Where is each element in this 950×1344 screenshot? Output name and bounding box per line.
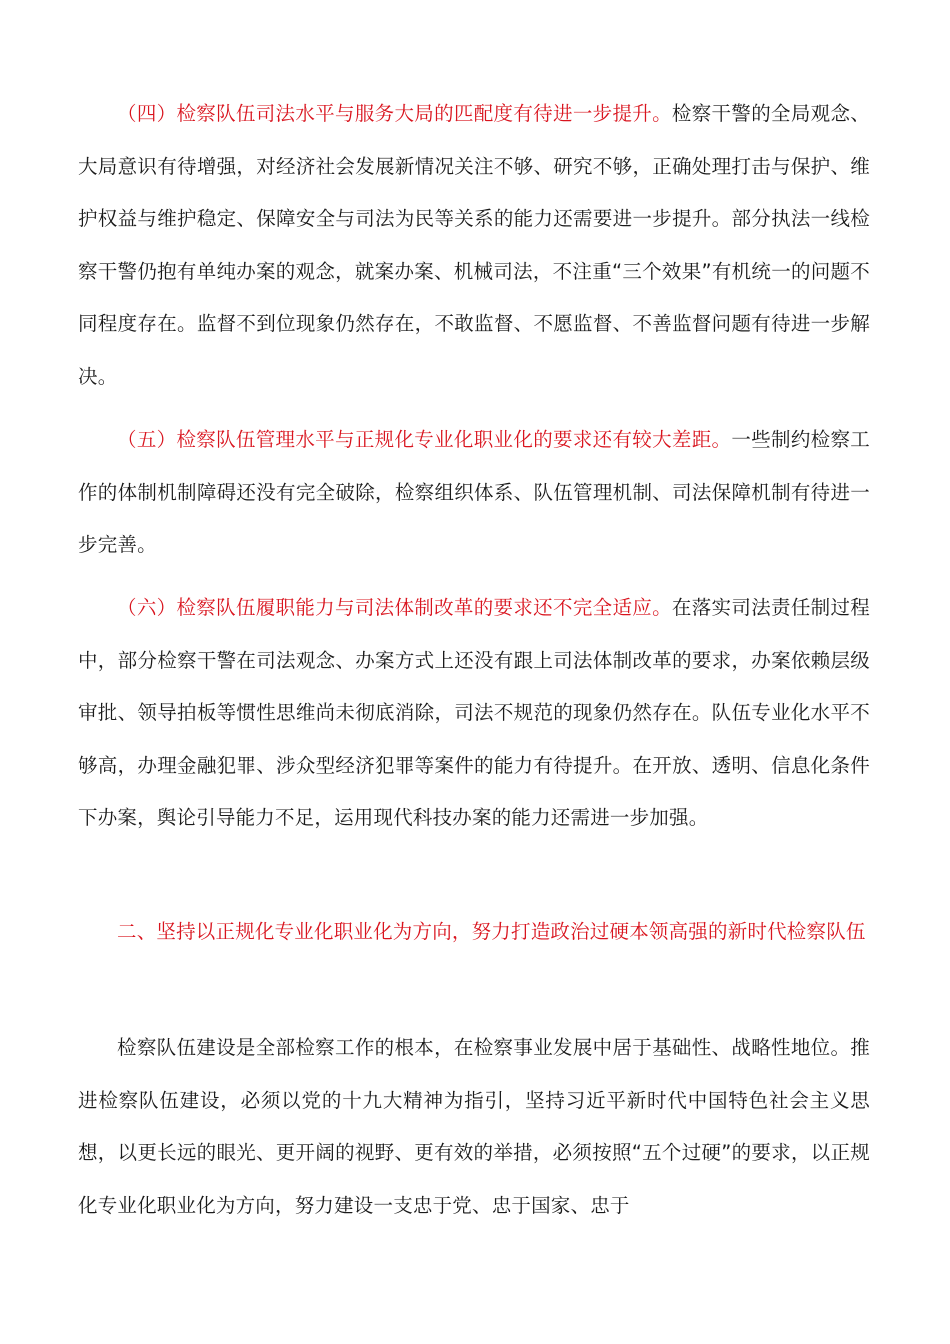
paragraph-four — [78, 88, 870, 403]
paragraph-heading: （四）检察队伍司法水平与服务大局的匹配度有待进一步提升。 — [117, 102, 672, 125]
paragraph-body: 一些制约检察工作的体制机制障碍还没有完全破除，检察组织体系、队伍管理机制、司法保障机制有待进一步完善。 — [78, 428, 871, 556]
paragraph-six — [78, 582, 870, 845]
paragraph-body: 在落实司法责任制过程中，部分检察干警在司法观念、办案方式上还没有跟上司法体制改革的要求，办案依赖层级审批、领导拍板等惯性思维尚未彻底消除，司法不规范的现象仍然存在。队伍专业化水平不够高，办理金融犯罪、涉众型经济犯罪等案件的能力有待提升。在开放、透明、信息化条件下办案，舆论引导能力不足，运用现代科技办案的能力还需进一步加强。 — [78, 596, 870, 829]
paragraph-five — [78, 414, 870, 572]
section-heading: 二、坚持以正规化专业化职业化为方向，努力打造政治过硬本领高强的新时代检察队伍 — [117, 920, 866, 943]
paragraph-heading: （五）检察队伍管理水平与正规化专业化职业化的要求还有较大差距。 — [117, 428, 732, 451]
closing-paragraph: 检察队伍建设是全部检察工作的根本，在检察事业发展中居于基础性、战略性地位。推进检察队伍建设，必须以党的十九大精神为指引，坚持习近平新时代中国特色社会主义思想，以更长远的眼光、更开阔的视野、更有效的举措，必须按照“五个过硬”的要求，以正规化专业化职业化为方向，努力建设一支忠于党、忠于国家、忠于 — [78, 1036, 870, 1217]
section-two-heading — [78, 906, 870, 959]
section-two-body — [78, 1022, 870, 1232]
paragraph-heading: （六）检察队伍履职能力与司法体制改革的要求还不完全适应。 — [117, 596, 672, 619]
paragraph-body: 检察干警的全局观念、大局意识有待增强，对经济社会发展新情况关注不够、研究不够，正确处理打击与保护、维护权益与维护稳定、保障安全与司法为民等关系的能力还需要进一步提升。部分执法一线检察干警仍抱有单纯办案的观念，就案办案、机械司法，不注重“三个效果”有机统一的问题不同程度存在。监督不到位现象仍然存在，不敢监督、不愿监督、不善监督问题有待进一步解决。 — [78, 102, 870, 388]
